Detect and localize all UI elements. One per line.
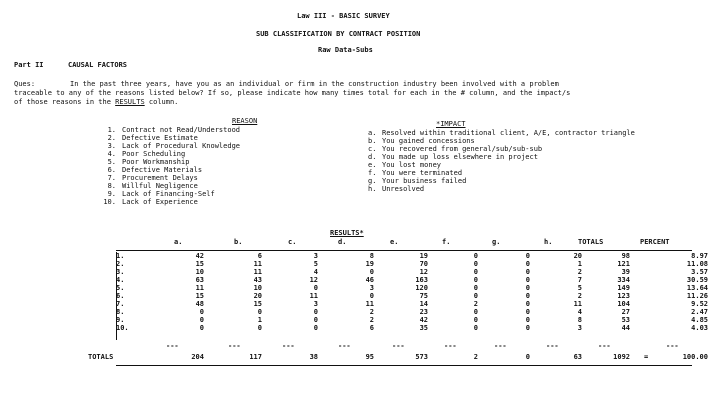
- cell-f: 0: [473, 284, 478, 292]
- cell-b: 43: [253, 276, 262, 284]
- cell-h: 4: [577, 308, 582, 316]
- cell-g: 0: [525, 316, 530, 324]
- total-g: 0: [525, 353, 530, 361]
- table-row: [116, 316, 708, 324]
- cell-e: 14: [419, 300, 428, 308]
- cell-h: 7: [577, 276, 582, 284]
- cell-e: 70: [419, 260, 428, 268]
- dash-separator: ---: [444, 342, 457, 350]
- cell-c: 11: [309, 292, 318, 300]
- reason-item: 6. Defective Materials: [107, 166, 203, 174]
- cell-g: 0: [525, 308, 530, 316]
- cell-d: 19: [365, 260, 374, 268]
- cell-g: 0: [525, 300, 530, 308]
- cell-totals: 27: [621, 308, 630, 316]
- dash-separator: ---: [228, 342, 241, 350]
- question-line-3-pre: of those reasons in the: [14, 98, 111, 106]
- cell-percent: 4.03: [691, 324, 708, 332]
- row-label: 5.: [116, 284, 125, 292]
- cell-a: 0: [199, 316, 204, 324]
- cell-f: 0: [473, 276, 478, 284]
- cell-b: 15: [253, 300, 262, 308]
- total-d: 95: [365, 353, 374, 361]
- reason-item: 4. Poor Scheduling: [107, 150, 186, 158]
- row-label: 10.: [116, 324, 129, 332]
- impact-item: h. Unresolved: [368, 185, 425, 193]
- cell-e: 163: [415, 276, 428, 284]
- total-a: 204: [191, 353, 204, 361]
- table-row: [116, 300, 708, 308]
- cell-f: 0: [473, 316, 478, 324]
- part-label: Part II: [14, 61, 44, 69]
- cell-e: 12: [419, 268, 428, 276]
- cell-percent: 8.97: [691, 252, 708, 260]
- reason-heading: REASON: [232, 117, 258, 125]
- cell-f: 0: [473, 268, 478, 276]
- cell-d: 3: [369, 284, 374, 292]
- cell-h: 11: [573, 300, 582, 308]
- dash-separator: ---: [494, 342, 507, 350]
- reason-item: 10. Lack of Experience: [103, 198, 198, 206]
- row-label: 8.: [116, 308, 125, 316]
- cell-h: 2: [577, 292, 582, 300]
- cell-b: 10: [253, 284, 262, 292]
- table-top-rule: [116, 250, 692, 251]
- total-totals: 1092: [613, 353, 630, 361]
- cell-f: 2: [473, 300, 478, 308]
- totals-table: [116, 353, 708, 361]
- column-header-e: e.: [390, 238, 399, 246]
- cell-b: 6: [257, 252, 262, 260]
- totals-label: TOTALS: [88, 353, 114, 361]
- impact-list: [368, 129, 635, 193]
- results-reference: RESULTS: [115, 98, 145, 106]
- cell-e: 75: [419, 292, 428, 300]
- table-row: [116, 252, 708, 260]
- cell-c: 12: [309, 276, 318, 284]
- totals-rule: [116, 365, 692, 366]
- reason-item: 5. Poor Workmanship: [107, 158, 190, 166]
- cell-totals: 98: [621, 252, 630, 260]
- table-row: [116, 284, 708, 292]
- dash-separator: ---: [546, 342, 559, 350]
- cell-e: 35: [419, 324, 428, 332]
- cell-h: 8: [577, 316, 582, 324]
- cell-b: 20: [253, 292, 262, 300]
- cell-percent: 11.08: [686, 260, 708, 268]
- question-line-3-post: column.: [148, 98, 179, 106]
- cell-a: 63: [195, 276, 204, 284]
- cell-totals: 121: [617, 260, 630, 268]
- dash-separator: ---: [282, 342, 295, 350]
- cell-g: 0: [525, 252, 530, 260]
- reason-item: 2. Defective Estimate: [107, 134, 198, 142]
- question-line-2: traceable to any of the reasons listed below? If so, please indicate how many times total for each in the # column, and the impact/s: [14, 89, 571, 97]
- document-subtitle: SUB CLASSIFICATION BY CONTRACT POSITION: [256, 30, 421, 38]
- cell-g: 0: [525, 284, 530, 292]
- row-label: 9.: [116, 316, 125, 324]
- document-title: Law III - BASIC SURVEY: [297, 12, 390, 20]
- table-row: [116, 260, 708, 268]
- dash-separator: ---: [598, 342, 611, 350]
- reason-item: 8. Willful Negligence: [107, 182, 198, 190]
- cell-totals: 149: [617, 284, 630, 292]
- reason-item: 7. Procurement Delays: [107, 174, 198, 182]
- impact-item: d. You made up loss elsewhere in project: [368, 153, 538, 161]
- question-line-3: [14, 98, 178, 106]
- dash-separator: ---: [338, 342, 351, 350]
- cell-a: 11: [195, 284, 204, 292]
- column-header-c: c.: [288, 238, 297, 246]
- impact-item: g. Your business failed: [368, 177, 467, 185]
- impact-item: b. You gained concessions: [368, 137, 475, 145]
- cell-a: 48: [195, 300, 204, 308]
- reason-item: 9. Lack of Financing-Self: [107, 190, 215, 198]
- cell-b: 0: [257, 324, 262, 332]
- cell-g: 0: [525, 268, 530, 276]
- column-header-d: d.: [338, 238, 347, 246]
- document-subsubtitle: Raw Data-Subs: [318, 46, 373, 54]
- column-header-percent: PERCENT: [640, 238, 670, 246]
- cell-d: 0: [369, 292, 374, 300]
- cell-percent: 30.59: [686, 276, 708, 284]
- table-row: [116, 324, 708, 332]
- cell-a: 42: [195, 252, 204, 260]
- cell-h: 1: [577, 260, 582, 268]
- row-label: 3.: [116, 268, 125, 276]
- cell-c: 0: [313, 316, 318, 324]
- cell-g: 0: [525, 292, 530, 300]
- cell-totals: 334: [617, 276, 630, 284]
- cell-a: 0: [199, 324, 204, 332]
- cell-percent: 2.47: [691, 308, 708, 316]
- row-label: 2.: [116, 260, 125, 268]
- column-header-f: f.: [442, 238, 451, 246]
- totals-row: [116, 353, 708, 361]
- cell-f: 0: [473, 308, 478, 316]
- results-heading: RESULTS*: [330, 229, 364, 237]
- row-label: 4.: [116, 276, 125, 284]
- cell-percent: 3.57: [691, 268, 708, 276]
- column-header-a: a.: [174, 238, 183, 246]
- cell-h: 3: [577, 324, 582, 332]
- cell-h: 5: [577, 284, 582, 292]
- cell-d: 6: [369, 324, 374, 332]
- cell-b: 0: [257, 308, 262, 316]
- cell-c: 0: [313, 284, 318, 292]
- reason-list: [96, 126, 240, 206]
- question-label: Ques:: [14, 80, 36, 88]
- table-row: [116, 268, 708, 276]
- row-label: 7.: [116, 300, 125, 308]
- cell-a: 15: [195, 292, 204, 300]
- cell-d: 46: [365, 276, 374, 284]
- part-name: CAUSAL FACTORS: [68, 61, 128, 69]
- cell-b: 11: [253, 260, 262, 268]
- impact-item: f. You were terminated: [368, 169, 463, 177]
- impact-heading: *IMPACT: [436, 120, 466, 128]
- cell-g: 0: [525, 260, 530, 268]
- impact-item: e. You lost money: [368, 161, 442, 169]
- question-line-1: In the past three years, have you as an individual or firm in the construction industry been involved with a problem: [70, 80, 559, 88]
- cell-h: 2: [577, 268, 582, 276]
- dash-separator: ---: [392, 342, 405, 350]
- cell-h: 20: [573, 252, 582, 260]
- table-row: [116, 276, 708, 284]
- cell-totals: 39: [621, 268, 630, 276]
- total-c: 38: [309, 353, 318, 361]
- row-label: 6.: [116, 292, 125, 300]
- cell-a: 0: [199, 308, 204, 316]
- cell-totals: 123: [617, 292, 630, 300]
- cell-e: 120: [415, 284, 428, 292]
- total-percent: = 100.00: [644, 353, 708, 361]
- cell-f: 0: [473, 252, 478, 260]
- cell-d: 0: [369, 268, 374, 276]
- row-label: 1.: [116, 252, 125, 260]
- cell-e: 42: [419, 316, 428, 324]
- cell-d: 11: [365, 300, 374, 308]
- table-row: [116, 292, 708, 300]
- table-row: [116, 308, 708, 316]
- impact-item: c. You recovered from general/sub/sub-sub: [368, 145, 543, 153]
- cell-f: 0: [473, 292, 478, 300]
- cell-f: 0: [473, 260, 478, 268]
- column-header-b: b.: [234, 238, 243, 246]
- total-f: 2: [473, 353, 478, 361]
- cell-e: 23: [419, 308, 428, 316]
- cell-totals: 44: [621, 324, 630, 332]
- total-e: 573: [415, 353, 428, 361]
- column-header-totals: TOTALS: [578, 238, 604, 246]
- results-table: [116, 252, 708, 332]
- column-header-g: g.: [492, 238, 501, 246]
- cell-c: 3: [313, 300, 318, 308]
- cell-c: 0: [313, 324, 318, 332]
- reason-item: 1. Contract not Read/Understood: [107, 126, 241, 134]
- dash-separator: ---: [666, 342, 679, 350]
- cell-c: 4: [313, 268, 318, 276]
- cell-b: 1: [257, 316, 262, 324]
- total-b: 117: [249, 353, 262, 361]
- impact-item: a. Resolved within traditional client, A/E, contractor triangle: [368, 129, 635, 137]
- cell-c: 0: [313, 308, 318, 316]
- cell-b: 11: [253, 268, 262, 276]
- total-h: 63: [573, 353, 582, 361]
- dash-separator: ---: [166, 342, 179, 350]
- cell-percent: 11.26: [686, 292, 708, 300]
- cell-e: 19: [419, 252, 428, 260]
- cell-g: 0: [525, 276, 530, 284]
- totals-equals-sign: =: [644, 353, 649, 361]
- cell-percent: 4.85: [691, 316, 708, 324]
- cell-c: 5: [313, 260, 318, 268]
- cell-a: 10: [195, 268, 204, 276]
- cell-d: 2: [369, 308, 374, 316]
- cell-percent: 13.64: [686, 284, 708, 292]
- cell-a: 15: [195, 260, 204, 268]
- column-header-h: h.: [544, 238, 553, 246]
- reason-item: 3. Lack of Procedural Knowledge: [107, 142, 241, 150]
- cell-totals: 53: [621, 316, 630, 324]
- cell-d: 8: [369, 252, 374, 260]
- cell-g: 0: [525, 324, 530, 332]
- cell-percent: 9.52: [691, 300, 708, 308]
- cell-c: 3: [313, 252, 318, 260]
- cell-f: 0: [473, 324, 478, 332]
- cell-d: 2: [369, 316, 374, 324]
- cell-totals: 104: [617, 300, 630, 308]
